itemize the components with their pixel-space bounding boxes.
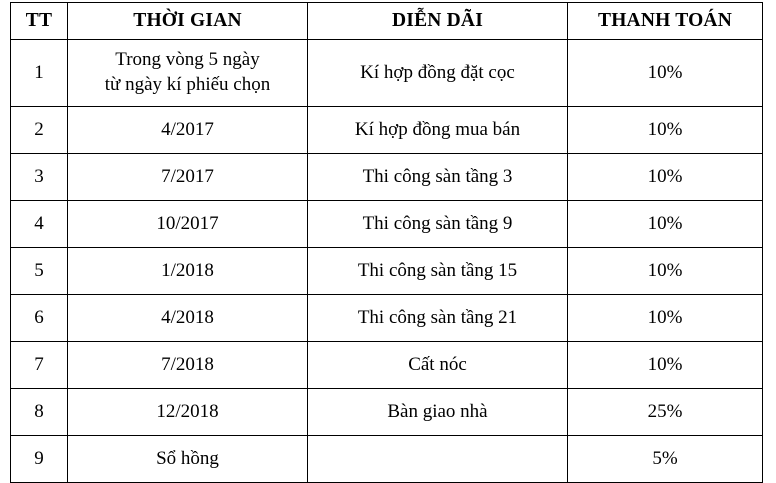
- cell-payment: 10%: [568, 154, 763, 201]
- cell-description: Bàn giao nhà: [308, 389, 568, 436]
- cell-no: 6: [11, 295, 68, 342]
- cell-payment: 10%: [568, 201, 763, 248]
- cell-no: 5: [11, 248, 68, 295]
- cell-time: [68, 40, 308, 107]
- cell-description: Kí hợp đồng đặt cọc: [308, 40, 568, 107]
- table-row: [11, 154, 763, 201]
- table-header: [11, 3, 763, 40]
- cell-no: 7: [11, 342, 68, 389]
- column-header-time: THỜI GIAN: [68, 3, 308, 40]
- cell-time: 7/2018: [68, 342, 308, 389]
- cell-time: Sổ hồng: [68, 436, 308, 483]
- cell-time: 1/2018: [68, 248, 308, 295]
- table-body: [11, 40, 763, 483]
- table-row: [11, 342, 763, 389]
- cell-time: 10/2017: [68, 201, 308, 248]
- cell-description: [308, 436, 568, 483]
- payment-schedule-table: [10, 2, 763, 483]
- cell-payment: 25%: [568, 389, 763, 436]
- column-header-payment: THANH TOÁN: [568, 3, 763, 40]
- cell-no: 2: [11, 107, 68, 154]
- cell-description: Cất nóc: [308, 342, 568, 389]
- cell-time: 12/2018: [68, 389, 308, 436]
- table-row: [11, 201, 763, 248]
- document-page: [0, 2, 776, 470]
- cell-payment: 10%: [568, 107, 763, 154]
- table-header-row: [11, 3, 763, 40]
- cell-no: 3: [11, 154, 68, 201]
- cell-description: Thi công sàn tầng 15: [308, 248, 568, 295]
- cell-no: 1: [11, 40, 68, 107]
- table-row: [11, 107, 763, 154]
- cell-payment: 10%: [568, 248, 763, 295]
- column-header-description: DIỄN DÃI: [308, 3, 568, 40]
- column-header-no: TT: [11, 3, 68, 40]
- cell-description: Thi công sàn tầng 9: [308, 201, 568, 248]
- table-row: [11, 40, 763, 107]
- cell-payment: 10%: [568, 295, 763, 342]
- cell-description: Kí hợp đồng mua bán: [308, 107, 568, 154]
- cell-time-line2: từ ngày kí phiếu chọn: [104, 74, 271, 95]
- cell-time-line1: Trong vòng 5 ngày: [115, 49, 260, 71]
- cell-time: 4/2018: [68, 295, 308, 342]
- cell-payment: 5%: [568, 436, 763, 483]
- cell-no: 4: [11, 201, 68, 248]
- cell-time: 4/2017: [68, 107, 308, 154]
- cell-time: 7/2017: [68, 154, 308, 201]
- cell-no: 8: [11, 389, 68, 436]
- cell-no: 9: [11, 436, 68, 483]
- table-row: [11, 295, 763, 342]
- table-row: [11, 436, 763, 483]
- table-row: [11, 248, 763, 295]
- cell-description: Thi công sàn tầng 21: [308, 295, 568, 342]
- cell-payment: 10%: [568, 40, 763, 107]
- cell-payment: 10%: [568, 342, 763, 389]
- table-row: [11, 389, 763, 436]
- cell-description: Thi công sàn tầng 3: [308, 154, 568, 201]
